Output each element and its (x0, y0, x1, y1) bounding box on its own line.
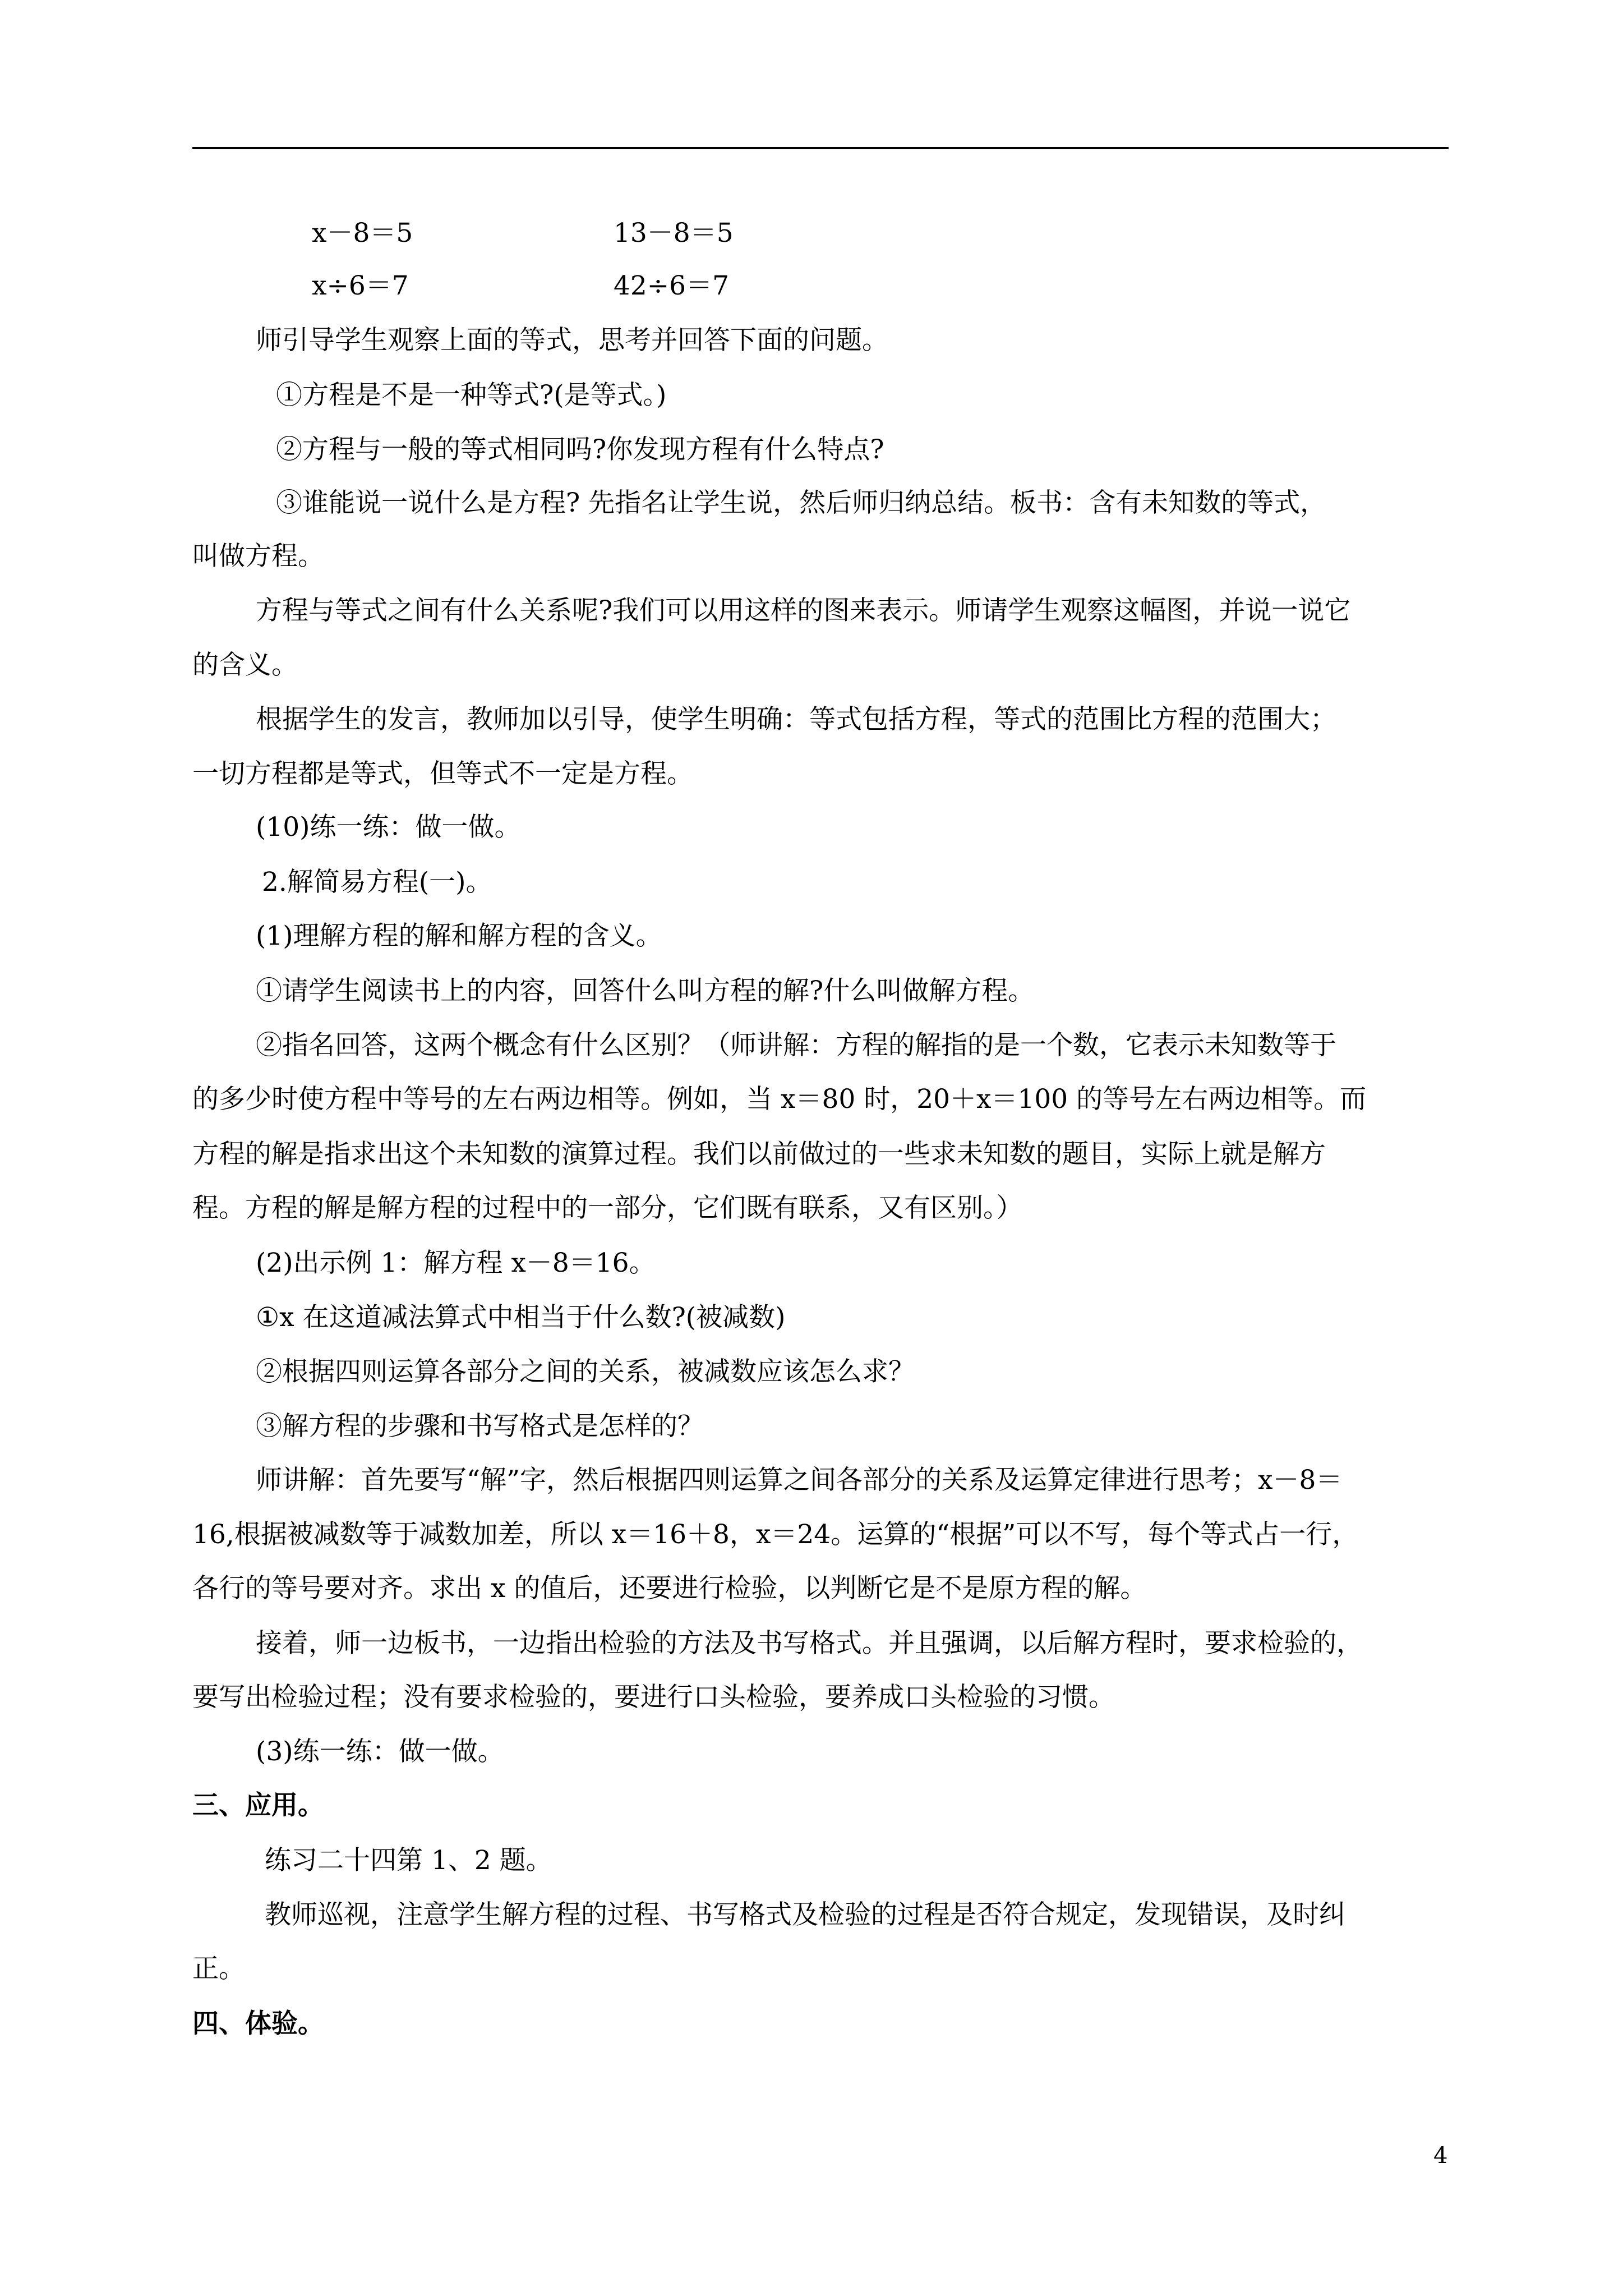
paragraph-line: 16,根据被减数等于减数加差，所以 x＝16＋8，x＝24。运算的“根据”可以不写，每个等式占一行， (192, 1519, 1359, 1550)
equation-left: x－8＝5 (312, 218, 413, 249)
paragraph-line: ①x 在这道减法算式中相当于什么数?(被减数) (256, 1302, 786, 1333)
paragraph-line: 要写出检验过程；没有要求检验的，要进行口头检验，要养成口头检验的习惯。 (192, 1682, 1115, 1713)
paragraph-line: (10)练一练：做一做。 (256, 812, 521, 843)
paragraph-line: ③解方程的步骤和书写格式是怎样的？ (256, 1411, 704, 1442)
paragraph-line: (1)理解方程的解和解方程的含义。 (256, 921, 662, 951)
paragraph-line: 2.解简易方程(一)。 (262, 867, 492, 898)
paragraph-line: 方程与等式之间有什么关系呢?我们可以用这样的图来表示。师请学生观察这幅图，并说一说它 (256, 595, 1351, 626)
paragraph-line: 师讲解：首先要写“解”字，然后根据四则运算之间各部分的关系及运算定律进行思考；x－8＝ (256, 1465, 1343, 1496)
equation-right: 13－8＝5 (614, 218, 734, 249)
paragraph-line: 叫做方程。 (192, 541, 324, 572)
paragraph-line: 方程的解是指求出这个未知数的演算过程。我们以前做过的一些求未知数的题目，实际上就是解方 (192, 1139, 1326, 1170)
page-number: 4 (1433, 2143, 1448, 2169)
header-rule (192, 147, 1449, 149)
paragraph-line: ①请学生阅读书上的内容，回答什么叫方程的解?什么叫做解方程。 (256, 976, 1035, 1006)
paragraph-line: 师引导学生观察上面的等式，思考并回答下面的问题。 (256, 325, 888, 356)
paragraph-line: (3)练一练：做一做。 (256, 1736, 504, 1767)
paragraph-line: 一切方程都是等式，但等式不一定是方程。 (192, 758, 693, 789)
equation-right: 42÷6＝7 (614, 270, 729, 301)
paragraph-line: 的含义。 (192, 650, 298, 680)
paragraph-line: ③谁能说一说什么是方程? 先指名让学生说，然后师归纳总结。板书：含有未知数的等式， (276, 487, 1327, 518)
paragraph-line: ②方程与一般的等式相同吗?你发现方程有什么特点? (276, 434, 884, 465)
section-heading: 三、应用。 (192, 1790, 324, 1821)
paragraph-line: 练习二十四第 1、2 题。 (265, 1845, 552, 1876)
paragraph-line: ②指名回答，这两个概念有什么区别？（师讲解：方程的解指的是一个数，它表示未知数等于 (256, 1030, 1336, 1061)
paragraph-line: ②根据四则运算各部分之间的关系，被减数应该怎么求？ (256, 1356, 915, 1387)
paragraph-line: 正。 (192, 1953, 245, 1984)
paragraph-line: 教师巡视，注意学生解方程的过程、书写格式及检验的过程是否符合规定，发现错误，及时纠 (265, 1899, 1345, 1930)
paragraph-line: ①方程是不是一种等式?(是等式。) (276, 380, 667, 411)
section-heading: 四、体验。 (192, 2008, 324, 2039)
paragraph-line: 的多少时使方程中等号的左右两边相等。例如，当 x＝80 时，20＋x＝100 的等号左右两边相等。而 (192, 1084, 1367, 1115)
paragraph-line: (2)出示例 1：解方程 x－8＝16。 (256, 1248, 656, 1278)
paragraph-line: 根据学生的发言，教师加以引导，使学生明确：等式包括方程，等式的范围比方程的范围大； (256, 704, 1336, 735)
equation-left: x÷6＝7 (312, 270, 409, 301)
paragraph-line: 各行的等号要对齐。求出 x 的值后，还要进行检验，以判断它是不是原方程的解。 (192, 1573, 1147, 1604)
paragraph-line: 接着，师一边板书，一边指出检验的方法及书写格式。并且强调，以后解方程时，要求检验的， (256, 1628, 1363, 1659)
paragraph-line: 程。方程的解是解方程的过程中的一部分，它们既有联系，又有区别。） (192, 1193, 1023, 1223)
